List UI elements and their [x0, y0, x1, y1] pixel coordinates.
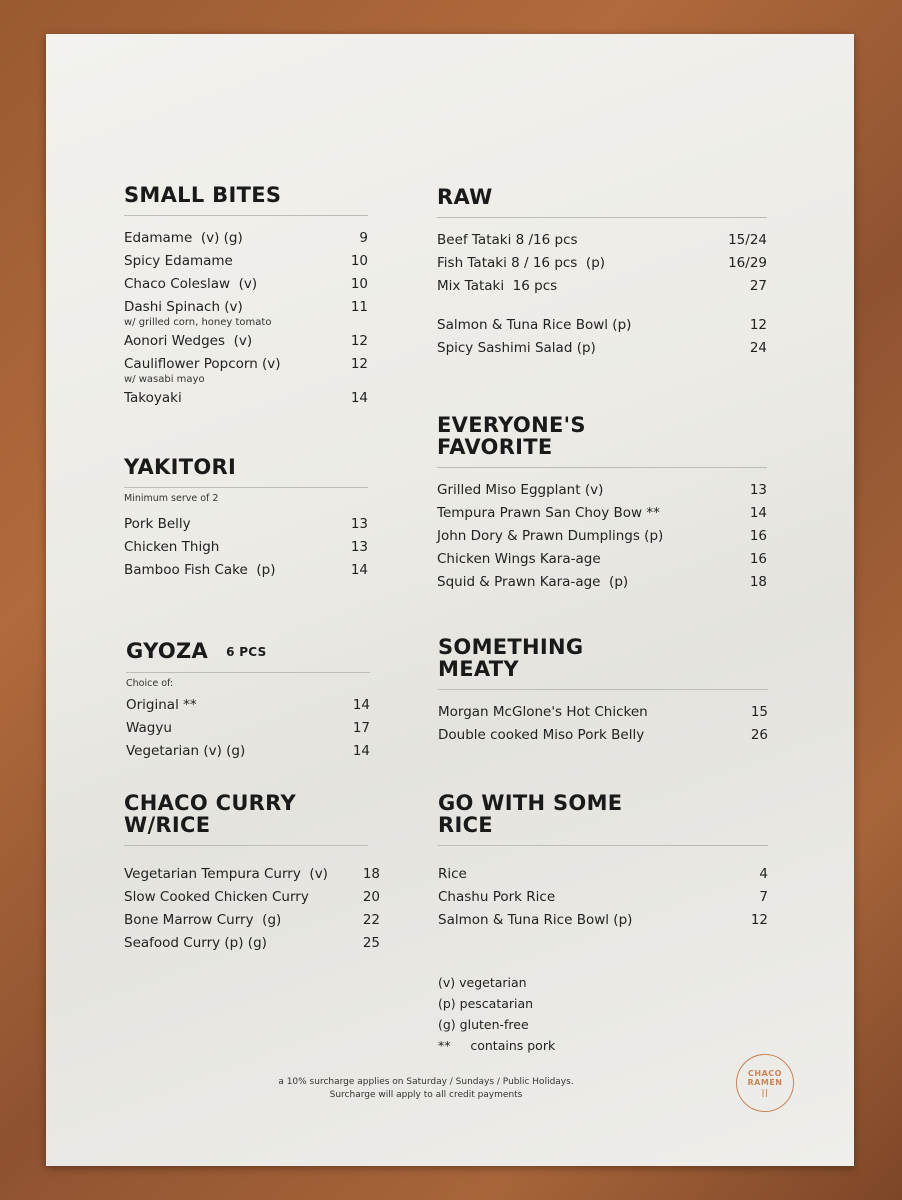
menu-item-name: Grilled Miso Eggplant (v) [437, 482, 604, 498]
menu-item [124, 253, 368, 270]
menu-item [437, 340, 767, 357]
menu-item [124, 276, 368, 293]
menu-item-price: 17 [352, 720, 370, 736]
section-note: Minimum serve of 2 [124, 493, 219, 504]
menu-item [437, 232, 767, 249]
divider [438, 845, 768, 846]
section-title: GO WITH SOME RICE [438, 791, 623, 837]
section-title: EVERYONE'S FAVORITE [437, 413, 586, 459]
menu-item-price: 27 [749, 278, 767, 294]
item-list [438, 866, 768, 929]
menu-item-row [124, 516, 368, 533]
menu-item-price: 10 [350, 276, 368, 292]
logo-line-2: RAMEN [747, 1078, 783, 1087]
menu-item-price: 12 [350, 356, 368, 372]
menu-item-row [124, 935, 380, 952]
menu-item-name: Pork Belly [124, 516, 191, 532]
menu-item-name: Spicy Sashimi Salad (p) [437, 340, 596, 356]
menu-item-price: 24 [749, 340, 767, 356]
menu-item [126, 697, 370, 714]
menu-item-name: Chaco Coleslaw (v) [124, 276, 258, 292]
menu-item-row [437, 232, 767, 249]
menu-item-price: 15 [750, 704, 768, 720]
surcharge-note [276, 1076, 576, 1102]
section-title: GYOZA [126, 639, 209, 663]
section-gyoza [126, 618, 370, 766]
menu-item-price: 16 [749, 551, 767, 567]
menu-item-row [124, 230, 368, 247]
menu-item-price: 16/29 [728, 255, 767, 271]
menu-item-price: 9 [359, 230, 368, 246]
menu-item-price: 12 [749, 317, 767, 333]
menu-item-row [124, 390, 368, 407]
menu-item-row [437, 528, 767, 545]
menu-item-name: Chicken Thigh [124, 539, 220, 555]
menu-item-row [126, 743, 370, 760]
menu-item [437, 574, 767, 591]
section-yakitori [124, 456, 368, 585]
divider [437, 467, 767, 468]
menu-item-price: 18 [362, 866, 380, 882]
menu-item-name: Beef Tataki 8 /16 pcs [437, 232, 578, 248]
menu-item-name: Tempura Prawn San Choy Bow ** [437, 505, 660, 521]
menu-item-price: 14 [352, 743, 370, 759]
menu-item-price: 15/24 [728, 232, 767, 248]
menu-item-price: 13 [350, 539, 368, 555]
menu-item [437, 505, 767, 522]
menu-item-row [437, 482, 767, 499]
menu-item [124, 562, 368, 579]
menu-page [46, 34, 854, 1166]
menu-item-price: 20 [362, 889, 380, 905]
item-list [124, 866, 380, 952]
menu-item-name: Takoyaki [124, 390, 182, 406]
menu-item [124, 333, 368, 350]
menu-item-price: 13 [749, 482, 767, 498]
chaco-ramen-logo [736, 1054, 794, 1112]
menu-item-price: 11 [350, 299, 368, 315]
menu-item-row [124, 333, 368, 350]
menu-item [124, 516, 368, 533]
menu-item-name: Squid & Prawn Kara-age (p) [437, 574, 629, 590]
menu-item-name: Edamame (v) (g) [124, 230, 243, 246]
menu-item-name: Vegetarian (v) (g) [126, 743, 246, 759]
menu-item-price: 16 [749, 528, 767, 544]
menu-item-name: Morgan McGlone's Hot Chicken [438, 704, 648, 720]
menu-item [437, 317, 767, 334]
item-list [126, 697, 370, 760]
menu-item-price: 12 [350, 333, 368, 349]
section-something-meaty [438, 636, 768, 750]
menu-item-price: 26 [750, 727, 768, 743]
menu-item [124, 390, 368, 407]
menu-item-price: 22 [362, 912, 380, 928]
item-list [438, 704, 768, 744]
menu-item [126, 743, 370, 760]
menu-item [437, 278, 767, 295]
menu-item [437, 482, 767, 499]
divider [124, 845, 368, 846]
menu-item-row [438, 866, 768, 883]
dietary-legend [438, 972, 555, 1056]
item-list [124, 516, 368, 579]
section-note: Choice of: [126, 678, 174, 689]
menu-item-name: Original ** [126, 697, 197, 713]
menu-item-row [124, 866, 380, 883]
divider [124, 487, 368, 488]
menu-item-name: Salmon & Tuna Rice Bowl (p) [437, 317, 632, 333]
menu-item-price: 14 [352, 697, 370, 713]
menu-item [437, 255, 767, 272]
section-title: YAKITORI [124, 455, 237, 479]
menu-item [124, 866, 380, 883]
item-list [437, 482, 767, 591]
menu-item-price: 7 [759, 889, 768, 905]
menu-item [124, 912, 380, 929]
section-title: SOMETHING MEATY [438, 635, 584, 681]
logo-line-1: CHACO [748, 1069, 782, 1078]
menu-item [124, 539, 368, 556]
menu-item-row [124, 562, 368, 579]
menu-item-price: 14 [350, 562, 368, 578]
menu-item-row [126, 697, 370, 714]
menu-item-row [438, 889, 768, 906]
menu-item-row [124, 889, 380, 906]
menu-item [126, 720, 370, 737]
menu-item [124, 356, 368, 386]
section-go-with-some-rice [438, 792, 768, 935]
menu-item [124, 889, 380, 906]
menu-item [438, 912, 768, 929]
menu-item-name: Salmon & Tuna Rice Bowl (p) [438, 912, 633, 928]
section-title: SMALL BITES [124, 183, 282, 207]
menu-item-name: Aonori Wedges (v) [124, 333, 253, 349]
menu-item [437, 528, 767, 545]
menu-item-price: 18 [749, 574, 767, 590]
legend-vegetarian: (v) vegetarian [438, 975, 527, 990]
menu-item-price: 10 [350, 253, 368, 269]
menu-item-name: Spicy Edamame [124, 253, 233, 269]
section-chaco-curry [124, 792, 380, 958]
menu-item-row [437, 278, 767, 295]
menu-item [124, 299, 368, 329]
menu-item-name: Chicken Wings Kara-age [437, 551, 601, 567]
menu-item-name: Bone Marrow Curry (g) [124, 912, 282, 928]
menu-item-row [437, 505, 767, 522]
legend-contains-pork: ** contains pork [438, 1038, 556, 1053]
menu-item-name: Chashu Pork Rice [438, 889, 556, 905]
menu-item-price: 14 [749, 505, 767, 521]
menu-item [124, 230, 368, 247]
menu-item-row [124, 276, 368, 293]
legend-pescatarian: (p) pescatarian [438, 996, 534, 1011]
menu-item-row [124, 356, 368, 373]
menu-item [438, 704, 768, 721]
menu-item-price: 12 [750, 912, 768, 928]
divider [126, 672, 370, 673]
section-title: RAW [437, 185, 493, 209]
menu-item [438, 727, 768, 744]
menu-item-row [437, 340, 767, 357]
menu-item-name: Dashi Spinach (v) [124, 299, 243, 315]
chopsticks-icon: || [761, 1088, 769, 1097]
menu-item [438, 866, 768, 883]
menu-item-row [124, 253, 368, 270]
menu-item-name: Cauliflower Popcorn (v) [124, 356, 281, 372]
menu-item-row [438, 704, 768, 721]
menu-item-price: 14 [350, 390, 368, 406]
section-small-bites [124, 184, 368, 413]
item-list [124, 230, 368, 407]
menu-item-name: Wagyu [126, 720, 172, 736]
divider [437, 217, 767, 218]
menu-item-row [438, 727, 768, 744]
section-title: CHACO CURRY W/RICE [124, 791, 296, 837]
menu-item-name: Rice [438, 866, 467, 882]
menu-item-description: w/ wasabi mayo [124, 374, 205, 385]
gyoza-tag: 6 PCS [226, 645, 267, 659]
menu-item-name: Slow Cooked Chicken Curry [124, 889, 309, 905]
menu-item-name: Vegetarian Tempura Curry (v) [124, 866, 328, 882]
menu-item-name: Seafood Curry (p) (g) [124, 935, 267, 951]
menu-item-row [126, 720, 370, 737]
menu-item-name: Fish Tataki 8 / 16 pcs (p) [437, 255, 606, 271]
divider [438, 689, 768, 690]
legend-gluten-free: (g) gluten-free [438, 1017, 529, 1032]
surcharge-line-2: Surcharge will apply to all credit payments [329, 1090, 523, 1100]
menu-item-row [437, 574, 767, 591]
menu-item-price: 4 [759, 866, 768, 882]
menu-item-price: 13 [350, 516, 368, 532]
section-title-row [126, 618, 370, 663]
menu-item [437, 551, 767, 568]
menu-item-row [124, 539, 368, 556]
section-everyones-favorite [437, 414, 767, 597]
menu-item-name: Double cooked Miso Pork Belly [438, 727, 645, 743]
surcharge-line-1: a 10% surcharge applies on Saturday / Sundays / Public Holidays. [278, 1077, 574, 1087]
divider [124, 215, 368, 216]
menu-item [124, 935, 380, 952]
menu-item [438, 889, 768, 906]
menu-item-row [124, 299, 368, 316]
menu-item-name: Mix Tataki 16 pcs [437, 278, 558, 294]
menu-item-price: 25 [362, 935, 380, 951]
menu-item-name: John Dory & Prawn Dumplings (p) [437, 528, 664, 544]
menu-item-row [438, 912, 768, 929]
menu-item-description: w/ grilled corn, honey tomato [124, 317, 272, 328]
menu-item-row [437, 551, 767, 568]
menu-item-row [437, 317, 767, 334]
menu-item-name: Bamboo Fish Cake (p) [124, 562, 276, 578]
menu-item-row [437, 255, 767, 272]
section-raw [437, 186, 767, 363]
menu-item-row [124, 912, 380, 929]
item-list [437, 232, 767, 357]
